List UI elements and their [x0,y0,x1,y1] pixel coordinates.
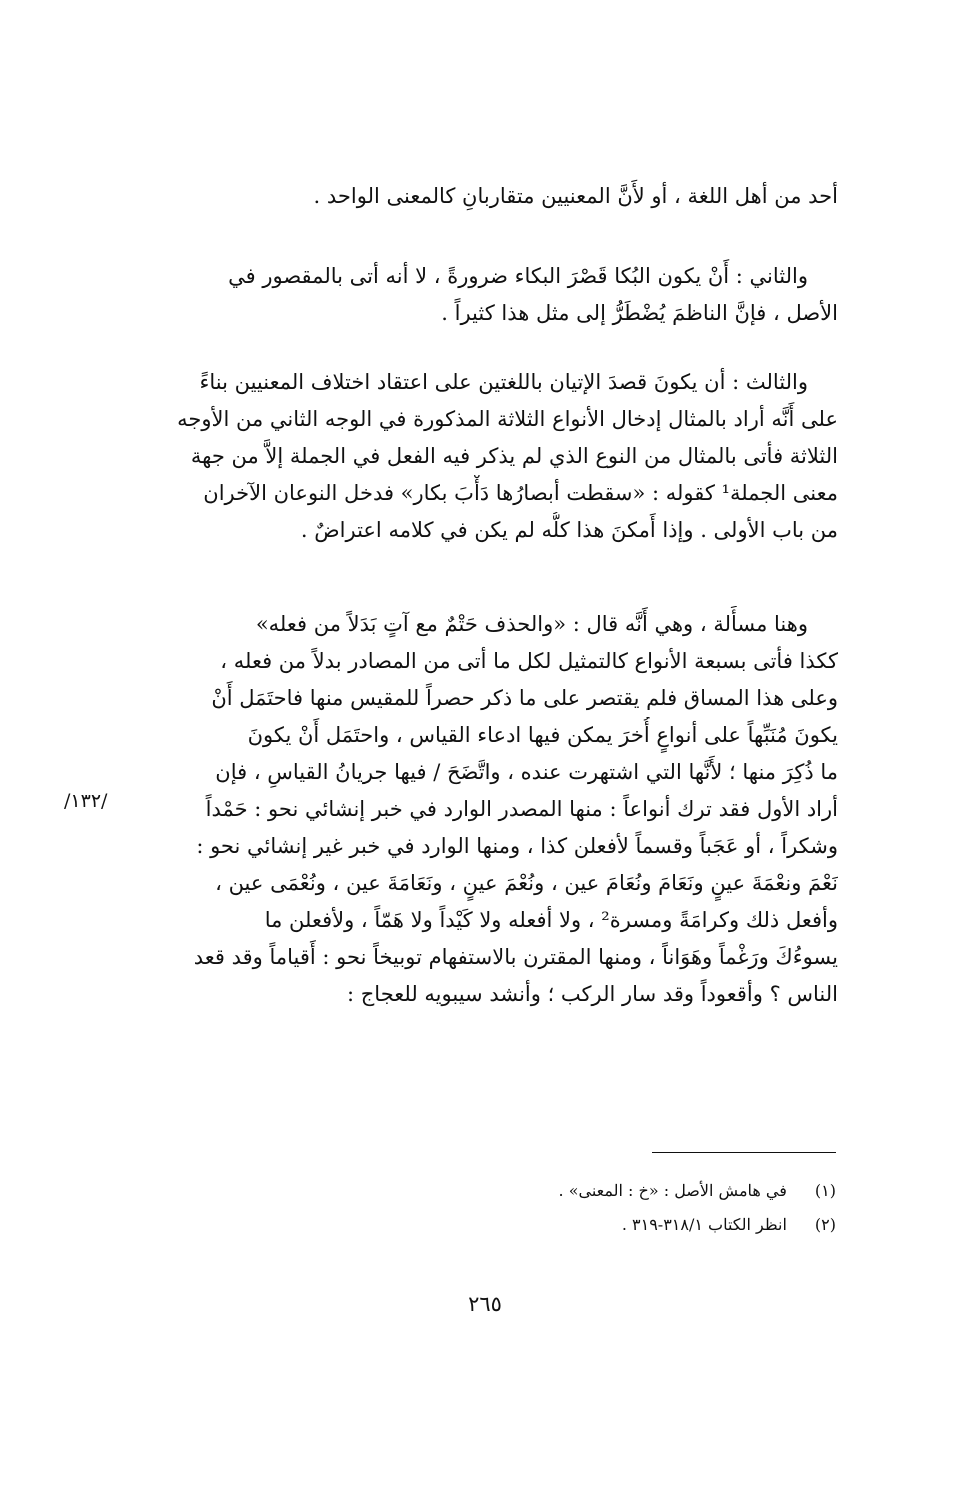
paragraph-1 [158,178,838,215]
footnote-number: (٢) [814,1215,836,1234]
text-line: معنى الجملة¹ كقوله : «سقطت أبصارُها دَأْبَ بكار» فدخل النوعان الآخران [203,481,838,505]
text-line: وشكراً ، أو عَجَباً وقسماً لأفعلن كذا ، ومنها الوارد في خبر غير إنشائي نحو : [196,834,838,858]
footnote-divider [652,1152,836,1153]
text-line: وهنا مسأَلة ، وهي أَنَّه قال : «والحذف حَتْمٌ مع آتٍ بَدَلاً من فعله» [255,612,808,636]
text-line: ككذا فأتى بسبعة الأنواع كالتمثيل لكل ما أتى من المصادر بدلاً من فعله ، [220,649,838,673]
paragraph-4 [158,606,838,1013]
footnote-text: انظر الكتاب ٣١٨/١-٣١٩ . [621,1215,787,1234]
text-line: نَعْمَ ونعْمَةَ عينٍ ونَعَامَ ونُعَامَ عين ، ونُعْمَ عينٍ ، ونَعَامَةَ عين ، ونُعْمَى عين ، [215,871,838,895]
text-line: ما ذُكِرَ منها ؛ لأَنَّها التي اشتهرت عنده ، واتَّضَحَ / فيها جريانُ القياسِ ، فإن [215,760,838,784]
footnote-number: (١) [814,1181,836,1200]
text-line: وأفعل ذلك وكرامَةً ومسرة² ، ولا أفعله ولا كَيْداً ولا هَمّاً ، ولأفعلن ما [264,908,838,932]
footnote-1 [400,1180,836,1202]
text-line: وعلى هذا المساق فلم يقتصر على ما ذكر حصراً للمقيس منها فاحتَمَل أَنْ [211,686,838,710]
paragraph-2 [158,258,838,332]
text-line: الثلاثة فأتى بالمثال من النوع الذي لم يذكر فيه الفعل في الجملة إلاَّ من جهة [190,444,838,468]
paragraph-3 [158,364,838,549]
footnote-2 [400,1214,836,1236]
text-line: يكونَ مُنَبِّهاً على أنواعٍ أُخرَ يمكن فيها ادعاء القياس ، واحتَمَل أَنْ يكونَ [247,723,838,747]
text-line: أحد من أهل اللغة ، أو لأَنَّ المعنيين متقاربانِ كالمعنى الواحد . [313,184,838,208]
text-line: الأصل ، فإنَّ الناظمَ يُضْطَرُّ إلى مثل هذا كثيراً . [441,301,838,325]
text-line: أراد الأول فقد ترك أنواعاً : منها المصدر الوارد في خبر إنشائي نحو : حَمْداً [205,797,838,821]
text-line: والثالث : أن يكونَ قصدَ الإتيان باللغتين على اعتقاد اختلاف المعنيين بناءً [199,370,808,394]
text-line: الناس ؟ وأقعوداً وقد سار الركب ؛ وأنشد سيبويه للعجاج : [347,982,838,1006]
text-line: من باب الأولى . وإذا أَمكنَ هذا كلُّه لم يكن في كلامه اعتراضٌ . [300,518,838,542]
page-number: ٢٦٥ [468,1292,502,1316]
text-line: على أَنَّه أراد بالمثال إدخال الأنواع الثلاثة المذكورة في الوجه الثاني من الأوجه [177,407,838,431]
text-line: يسوءُكَ ورَغْماً وهَوَاناً ، ومنها المقترن بالاستفهام توبيخاً نحو : أَقياماً وقد قعد [193,945,838,969]
footnote-text: في هامش الأصل : «خ : المعنى» . [558,1181,787,1200]
margin-folio-reference: /١٣٢/ [64,790,108,812]
text-line: والثاني : أَنْ يكون البُكا قَصْرَ البكاء ضرورةً ، لا أنه أتى بالمقصور في [228,264,808,288]
